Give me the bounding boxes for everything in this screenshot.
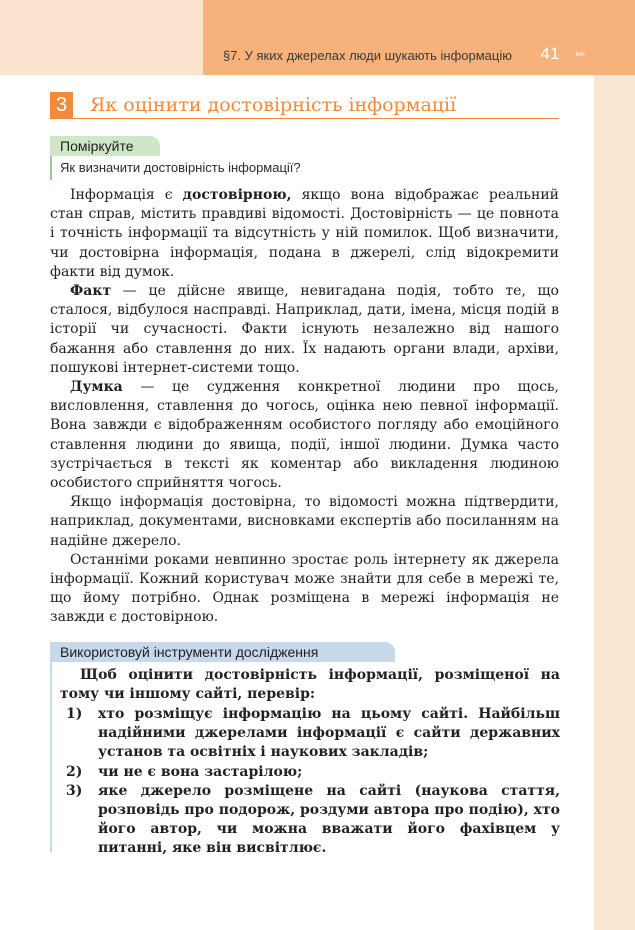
tools-label: Використовуй інструменти дослідження (50, 642, 395, 662)
paragraph: Інформація є достовірною, якщо вона відображає реальний стан справ, містить правдиві відомості. Достовірність — це повнота і точність інформації та відсутність у ній помилок. Щоб визначити, чи достовірна інформація, подана в джерелі, слід відокремити факти від думок. (50, 187, 559, 280)
paragraph: Думка — це судження конкретної людини про щось, висловлення, ставлення до чогось, оцінка нею певної інформації. Вона завжди є відображенням особистого погляду або емоційного ставлення людини до явища, події, іншої людини. Думка часто зустрічається в тексті як коментар або викладення людиною особистого сприйняття чогось. (50, 379, 559, 492)
section-number: 3 (50, 92, 73, 118)
forward-arrows-icon: ▸▸ (576, 47, 586, 60)
list-item: 2) чи не є вона застарілою; (66, 763, 303, 780)
page-number: 41 (540, 44, 560, 63)
term: Факт (70, 283, 112, 300)
header-left-band (0, 0, 203, 75)
paragraph: Факт — це дійсне явище, невигадана подія, тобто те, що сталося, відбулося насправді. Наприклад, дати, імена, місця подій в історії чи сучасності. Факти існують незалежно від нашого бажання або ставлення до них. Їх надають органи влади, архіви, пошукові інтернет-системи тощо. (50, 283, 559, 376)
tools-list (66, 705, 560, 859)
list-item: 1) хто розміщує інформацію на цьому сайті. Найбільш надійними джерелами інформації є сайти державних установ та освітніх і наукових закладів; (66, 706, 560, 761)
chapter-title: §7. У яких джерелах люди шукають інформацію (222, 48, 512, 63)
section-underline (50, 118, 559, 119)
term: достовірною, (182, 187, 292, 203)
think-label: Поміркуйте (50, 136, 160, 156)
paragraph: Якщо інформація достовірна, то відомості можна підтвердити, наприклад, документами, висновками експертів або посиланням на надійне джерело. (50, 494, 559, 549)
page-header (203, 0, 635, 75)
tools-side-bar (50, 662, 52, 852)
margin-strip (594, 75, 635, 930)
think-question: Як визначити достовірність інформації? (60, 160, 301, 175)
tools-intro: Щоб оцінити достовірність інформації, розміщеної на тому чи іншому сайті, перевір: (60, 667, 560, 703)
think-side-bar (50, 156, 52, 180)
section-title: Як оцінити достовірність інформації (90, 94, 457, 116)
term: Думка (70, 379, 123, 396)
list-item: 3) яке джерело розміщене на сайті (наукова стаття, розповідь про подорож, роздуми автора про подію), хто його автор, чи можна вважати його фахівцем у питанні, яке він висвітлює. (66, 782, 560, 857)
paragraph: Останніми роками невпинно зростає роль інтернету як джерела інформації. Кожний користувач може знайти для себе в мережі те, що йому потрібно. Однак розміщена в мережі інформація не завжди є достовірною. (50, 551, 559, 626)
body-text (50, 186, 559, 628)
